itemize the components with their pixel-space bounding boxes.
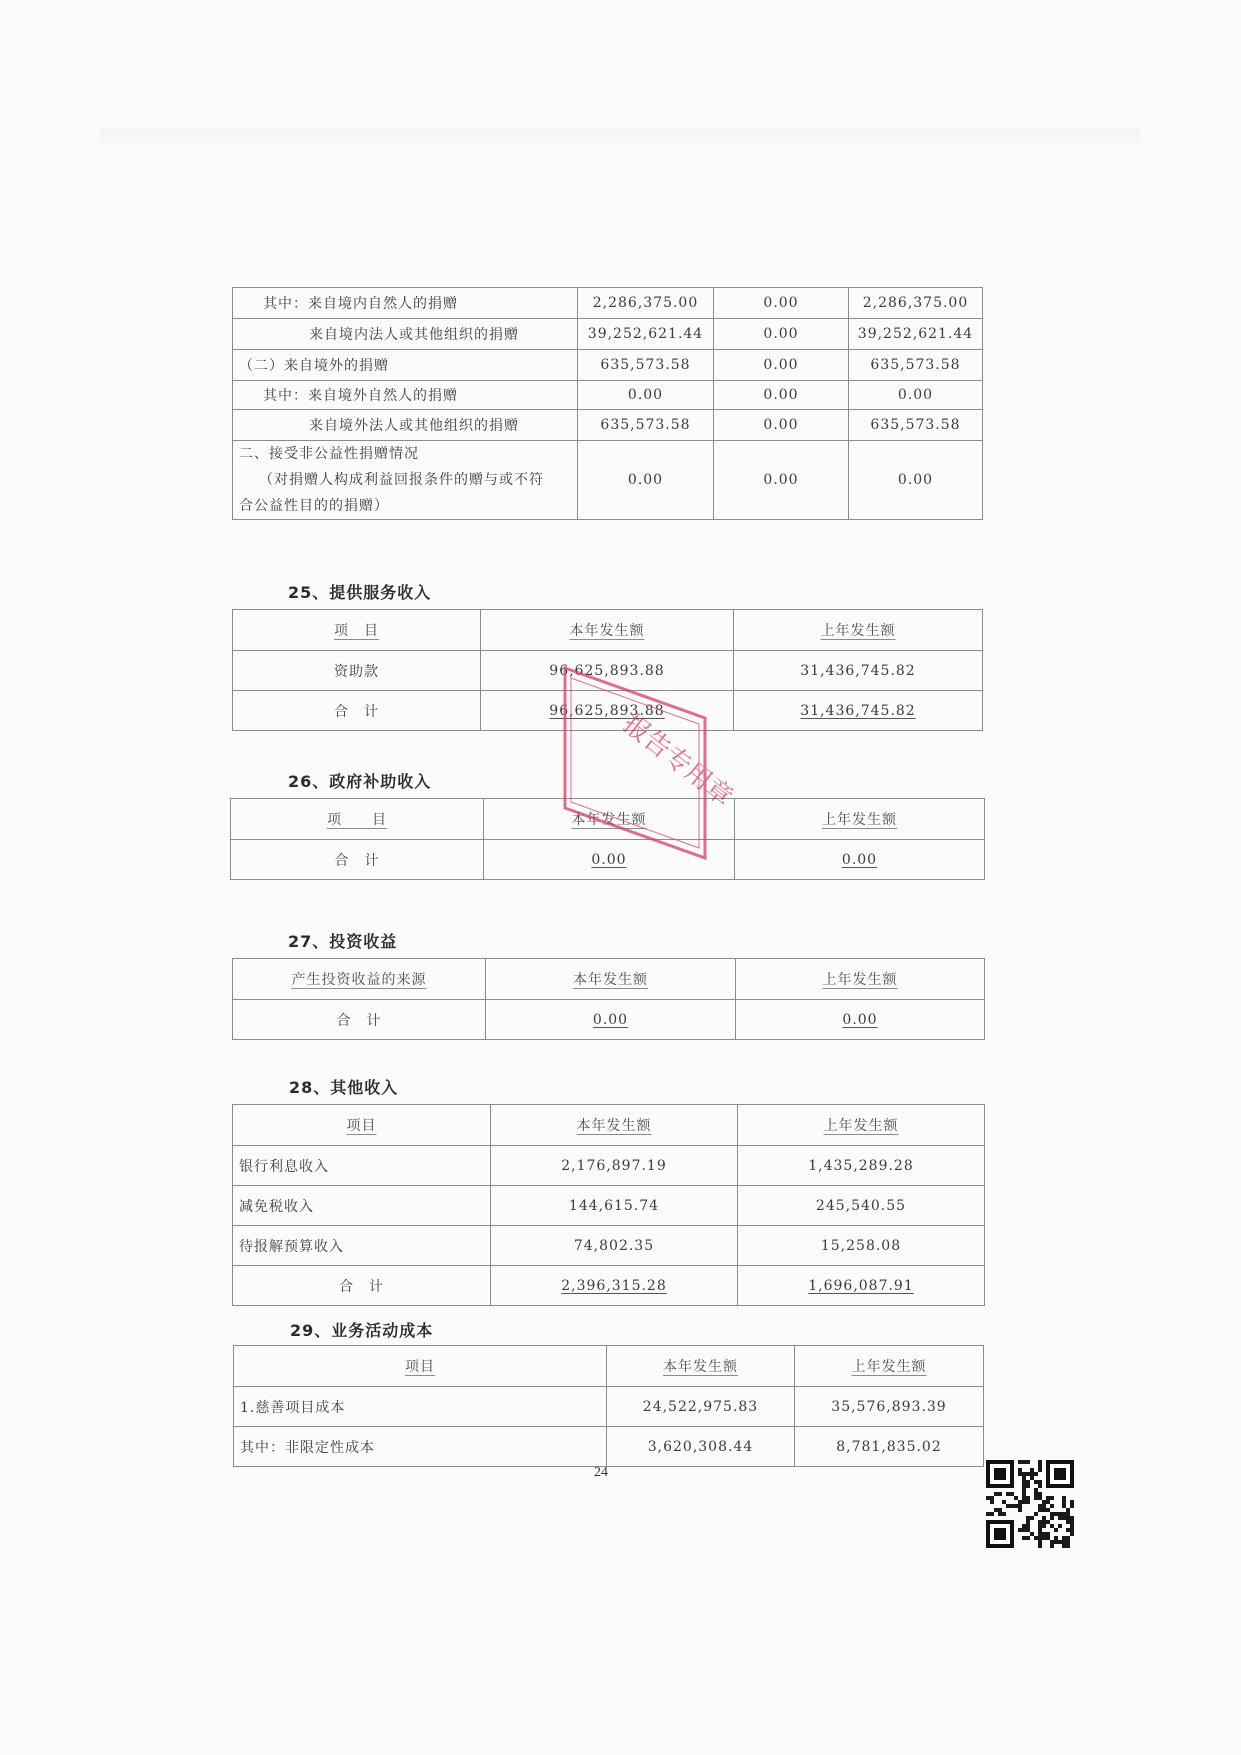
qr-module: [1034, 1496, 1038, 1500]
table-row: [233, 381, 983, 410]
qr-module: [1038, 1528, 1042, 1532]
qr-module: [1018, 1504, 1022, 1508]
total-row: [231, 840, 985, 880]
total-row: [233, 1000, 985, 1040]
qr-module: [1038, 1540, 1042, 1544]
row-label: 1.慈善项目成本: [234, 1387, 607, 1427]
qr-module: [1026, 1460, 1030, 1464]
qr-module: [1018, 1528, 1022, 1532]
qr-module: [1042, 1536, 1046, 1540]
qr-module: [1010, 1504, 1014, 1508]
column-header-current: 本年发生额: [571, 812, 647, 828]
qr-module: [1050, 1504, 1054, 1508]
qr-module: [1062, 1504, 1066, 1508]
qr-module: [1022, 1536, 1026, 1540]
qr-module: [986, 1512, 990, 1516]
amount-current: 0.00: [578, 441, 714, 520]
amount-current: 635,573.58: [578, 410, 714, 441]
qr-module: [1014, 1504, 1018, 1508]
qr-module: [1026, 1520, 1030, 1524]
qr-module: [1046, 1496, 1050, 1500]
section-27-title: 27、投资收益: [288, 932, 398, 951]
qr-module: [1006, 1504, 1010, 1508]
qr-module: [1018, 1472, 1022, 1476]
current-amount: 144,615.74: [491, 1186, 738, 1226]
qr-module: [1030, 1476, 1034, 1480]
qr-module: [1022, 1496, 1026, 1500]
total-current: 0.00: [591, 851, 627, 868]
section-28-title: 28、其他收入: [289, 1078, 399, 1097]
row-label-line: 二、接受非公益性捐赠情况: [239, 446, 419, 462]
qr-module: [1046, 1508, 1050, 1512]
amount-current: 2,286,375.00: [578, 288, 714, 319]
qr-module: [998, 1512, 1002, 1516]
section-29-title: 29、业务活动成本: [290, 1321, 434, 1340]
qr-module: [1066, 1536, 1070, 1540]
qr-module: [990, 1500, 994, 1504]
table-row: [233, 410, 983, 441]
qr-module: [1038, 1496, 1042, 1500]
qr-module: [1022, 1488, 1026, 1492]
qr-module: [990, 1496, 994, 1500]
row-label: 其中：来自境外自然人的捐赠: [233, 381, 578, 410]
qr-module: [1066, 1516, 1070, 1520]
total-current: 2,396,315.28: [561, 1277, 667, 1294]
row-label: 来自境内法人或其他组织的捐赠: [233, 319, 578, 350]
current-amount: 74,802.35: [491, 1226, 738, 1266]
qr-module: [1042, 1532, 1046, 1536]
qr-module: [1022, 1476, 1026, 1480]
total-label: 合 计: [233, 1000, 486, 1040]
qr-module: [1058, 1516, 1062, 1520]
column-header-previous: 上年发生额: [823, 1118, 899, 1134]
qr-module: [1030, 1472, 1034, 1476]
table-row: [233, 441, 983, 520]
page-number: 24: [594, 1465, 608, 1480]
qr-module: [990, 1512, 994, 1516]
qr-module: [1018, 1460, 1022, 1464]
qr-module: [1062, 1544, 1066, 1548]
qr-module: [1046, 1520, 1050, 1524]
amount-change: 0.00: [714, 350, 849, 381]
table-header-row: [233, 1105, 985, 1146]
total-row: [233, 691, 983, 731]
row-label-line: （对捐赠人构成利益回报条件的赠与或不符: [259, 472, 544, 488]
qr-module: [1066, 1512, 1070, 1516]
qr-module: [1046, 1536, 1050, 1540]
amount-total: 635,573.58: [849, 350, 983, 381]
qr-module: [1002, 1500, 1006, 1504]
qr-module: [1042, 1524, 1046, 1528]
total-label: 合 计: [231, 840, 484, 880]
qr-module: [1066, 1520, 1070, 1524]
qr-module: [1050, 1540, 1054, 1544]
qr-module: [1026, 1472, 1030, 1476]
activity-cost-table: [233, 1345, 984, 1467]
qr-module: [994, 1492, 998, 1496]
table-row: [233, 319, 983, 350]
qr-module: [1026, 1516, 1030, 1520]
qr-module: [1026, 1524, 1030, 1528]
section-26-title: 26、政府补助收入: [288, 772, 432, 791]
table-header-row: [233, 610, 983, 651]
qr-module: [1038, 1544, 1042, 1548]
total-previous: 0.00: [841, 851, 878, 868]
total-previous: 0.00: [842, 1011, 878, 1028]
qr-module: [1030, 1468, 1034, 1472]
qr-module: [1058, 1524, 1062, 1528]
row-label: [233, 441, 578, 520]
qr-module: [1010, 1492, 1014, 1496]
table-row: [234, 1427, 984, 1467]
row-label: 来自境外法人或其他组织的捐赠: [233, 410, 578, 441]
column-header-current: 本年发生额: [663, 1359, 738, 1375]
qr-module: [1046, 1500, 1050, 1504]
qr-module: [1026, 1500, 1030, 1504]
amount-total: 39,252,621.44: [849, 319, 983, 350]
qr-module: [1038, 1520, 1042, 1524]
qr-finder-module: [994, 1468, 1006, 1480]
donation-table: [232, 287, 983, 520]
qr-module: [1038, 1480, 1042, 1484]
government-subsidy-table: [230, 798, 985, 880]
qr-module: [1070, 1524, 1074, 1528]
qr-module: [1026, 1528, 1030, 1532]
scan-artifact: [100, 128, 1140, 144]
qr-module: [1062, 1496, 1066, 1500]
qr-module: [1070, 1520, 1074, 1524]
section-25-title: 25、提供服务收入: [288, 583, 432, 602]
amount-total: 0.00: [849, 441, 983, 520]
amount-total: 0.00: [849, 381, 983, 410]
total-row: [233, 1266, 985, 1306]
qr-module: [1034, 1488, 1038, 1492]
table-row: [233, 288, 983, 319]
qr-module: [1054, 1540, 1058, 1544]
amount-current: 39,252,621.44: [578, 319, 714, 350]
amount-total: 2,286,375.00: [849, 288, 983, 319]
qr-module: [1038, 1536, 1042, 1540]
qr-module: [1066, 1540, 1070, 1544]
column-header-item: 项 目: [334, 623, 379, 639]
row-label: 其中：来自境内自然人的捐赠: [233, 288, 578, 319]
qr-module: [1026, 1536, 1030, 1540]
qr-module: [1062, 1500, 1066, 1504]
qr-module: [1054, 1528, 1058, 1532]
previous-amount: 8,781,835.02: [795, 1427, 984, 1467]
row-label: 待报解预算收入: [233, 1226, 491, 1266]
qr-module: [994, 1508, 998, 1512]
qr-module: [1022, 1484, 1026, 1488]
amount-current: 0.00: [578, 381, 714, 410]
column-header-current: 本年发生额: [576, 1118, 652, 1134]
qr-module: [1066, 1508, 1070, 1512]
current-amount: 96,625,893.88: [481, 651, 734, 691]
qr-module: [1018, 1508, 1022, 1512]
table-row: [233, 350, 983, 381]
qr-module: [1042, 1508, 1046, 1512]
amount-change: 0.00: [714, 441, 849, 520]
amount-total: 635,573.58: [849, 410, 983, 441]
stamp-text: 报告专用章: [617, 708, 739, 813]
qr-module: [1026, 1496, 1030, 1500]
qr-module: [986, 1496, 990, 1500]
table-row: [234, 1387, 984, 1427]
qr-module: [1062, 1516, 1066, 1520]
qr-module: [1022, 1472, 1026, 1476]
amount-change: 0.00: [714, 288, 849, 319]
qr-finder-module: [994, 1528, 1006, 1540]
qr-module: [1038, 1468, 1042, 1472]
qr-module: [1038, 1492, 1042, 1496]
qr-module: [1002, 1512, 1006, 1516]
qr-module: [1050, 1544, 1054, 1548]
qr-module: [1038, 1532, 1042, 1536]
qr-module: [1022, 1460, 1026, 1464]
column-header-previous: 上年发生额: [851, 1359, 927, 1375]
column-header-item: 项目: [405, 1359, 435, 1375]
table-row: [233, 1226, 985, 1266]
qr-module: [1018, 1468, 1022, 1472]
qr-module: [1022, 1528, 1026, 1532]
table-row: [233, 1186, 985, 1226]
column-header-previous: 上年发生额: [822, 972, 898, 988]
qr-module: [1050, 1516, 1054, 1520]
column-header-item: 项目: [346, 1118, 377, 1134]
current-amount: 2,176,897.19: [491, 1146, 738, 1186]
qr-module: [1034, 1512, 1038, 1516]
qr-module: [1058, 1512, 1062, 1516]
amount-change: 0.00: [714, 410, 849, 441]
qr-module: [998, 1508, 1002, 1512]
qr-module: [1070, 1528, 1074, 1532]
qr-module: [1070, 1532, 1074, 1536]
previous-amount: 245,540.55: [738, 1186, 985, 1226]
row-label: 其中：非限定性成本: [234, 1427, 607, 1467]
amount-change: 0.00: [714, 381, 849, 410]
qr-module: [1030, 1532, 1034, 1536]
total-label: 合 计: [233, 691, 481, 731]
current-amount: 24,522,975.83: [607, 1387, 795, 1427]
qr-module: [1038, 1524, 1042, 1528]
previous-amount: 1,435,289.28: [738, 1146, 985, 1186]
amount-current: 635,573.58: [578, 350, 714, 381]
qr-module: [1042, 1504, 1046, 1508]
qr-module: [1050, 1524, 1054, 1528]
service-income-table: [232, 609, 983, 731]
previous-amount: 15,258.08: [738, 1226, 985, 1266]
qr-module: [1042, 1516, 1046, 1520]
current-amount: 3,620,308.44: [607, 1427, 795, 1467]
qr-module: [1022, 1500, 1026, 1504]
previous-amount: 31,436,745.82: [734, 651, 983, 691]
column-header-current: 本年发生额: [569, 623, 645, 639]
qr-module: [1038, 1508, 1042, 1512]
qr-module: [1054, 1536, 1058, 1540]
qr-module: [1034, 1492, 1038, 1496]
qr-module: [1006, 1492, 1010, 1496]
column-header-previous: 上年发生额: [820, 623, 896, 639]
qr-module: [1018, 1500, 1022, 1504]
qr-module: [1026, 1480, 1030, 1484]
total-label: 合 计: [233, 1266, 491, 1306]
qr-code-icon: [986, 1460, 1074, 1548]
qr-module: [1042, 1500, 1046, 1504]
qr-module: [998, 1492, 1002, 1496]
column-header-source: 产生投资收益的来源: [291, 972, 427, 988]
qr-module: [1062, 1540, 1066, 1544]
previous-amount: 35,576,893.39: [795, 1387, 984, 1427]
row-label: 银行利息收入: [233, 1146, 491, 1186]
qr-module: [1022, 1524, 1026, 1528]
qr-module: [1030, 1516, 1034, 1520]
qr-module: [1050, 1496, 1054, 1500]
qr-module: [1062, 1536, 1066, 1540]
table-row: [233, 651, 983, 691]
qr-module: [1034, 1472, 1038, 1476]
qr-module: [1062, 1512, 1066, 1516]
row-label: 减免税收入: [233, 1186, 491, 1226]
row-label-line: 合公益性目的的捐赠）: [239, 498, 389, 514]
total-previous: 1,696,087.91: [808, 1277, 914, 1294]
qr-module: [1026, 1484, 1030, 1488]
qr-module: [1070, 1504, 1074, 1508]
qr-module: [1058, 1540, 1062, 1544]
qr-module: [1038, 1504, 1042, 1508]
qr-module: [1050, 1512, 1054, 1516]
other-income-table: [232, 1104, 985, 1306]
total-previous: 31,436,745.82: [800, 702, 916, 719]
column-header-previous: 上年发生额: [822, 812, 897, 828]
qr-module: [1038, 1464, 1042, 1468]
table-header-row: [231, 799, 985, 840]
qr-module: [1066, 1544, 1070, 1548]
qr-module: [1034, 1536, 1038, 1540]
qr-module: [1038, 1484, 1042, 1488]
qr-module: [1042, 1520, 1046, 1524]
table-header-row: [233, 959, 985, 1000]
table-row: [233, 1146, 985, 1186]
investment-income-table: [232, 958, 985, 1040]
row-label: 资助款: [233, 651, 481, 691]
qr-module: [1066, 1528, 1070, 1532]
row-label: （二）来自境外的捐赠: [233, 350, 578, 381]
qr-module: [1034, 1480, 1038, 1484]
qr-module: [1070, 1516, 1074, 1520]
table-header-row: [234, 1346, 984, 1387]
qr-module: [1046, 1532, 1050, 1536]
qr-module: [1038, 1460, 1042, 1464]
qr-module: [1054, 1512, 1058, 1516]
amount-change: 0.00: [714, 319, 849, 350]
total-current: 0.00: [592, 1011, 629, 1028]
total-current: 96,625,893.88: [549, 702, 665, 719]
column-header-item: 项 目: [327, 812, 387, 828]
qr-finder-module: [1054, 1468, 1066, 1480]
qr-module: [1022, 1480, 1026, 1484]
column-header-current: 本年发生额: [573, 972, 648, 988]
qr-module: [1014, 1496, 1018, 1500]
qr-module: [1070, 1500, 1074, 1504]
qr-module: [1022, 1492, 1026, 1496]
